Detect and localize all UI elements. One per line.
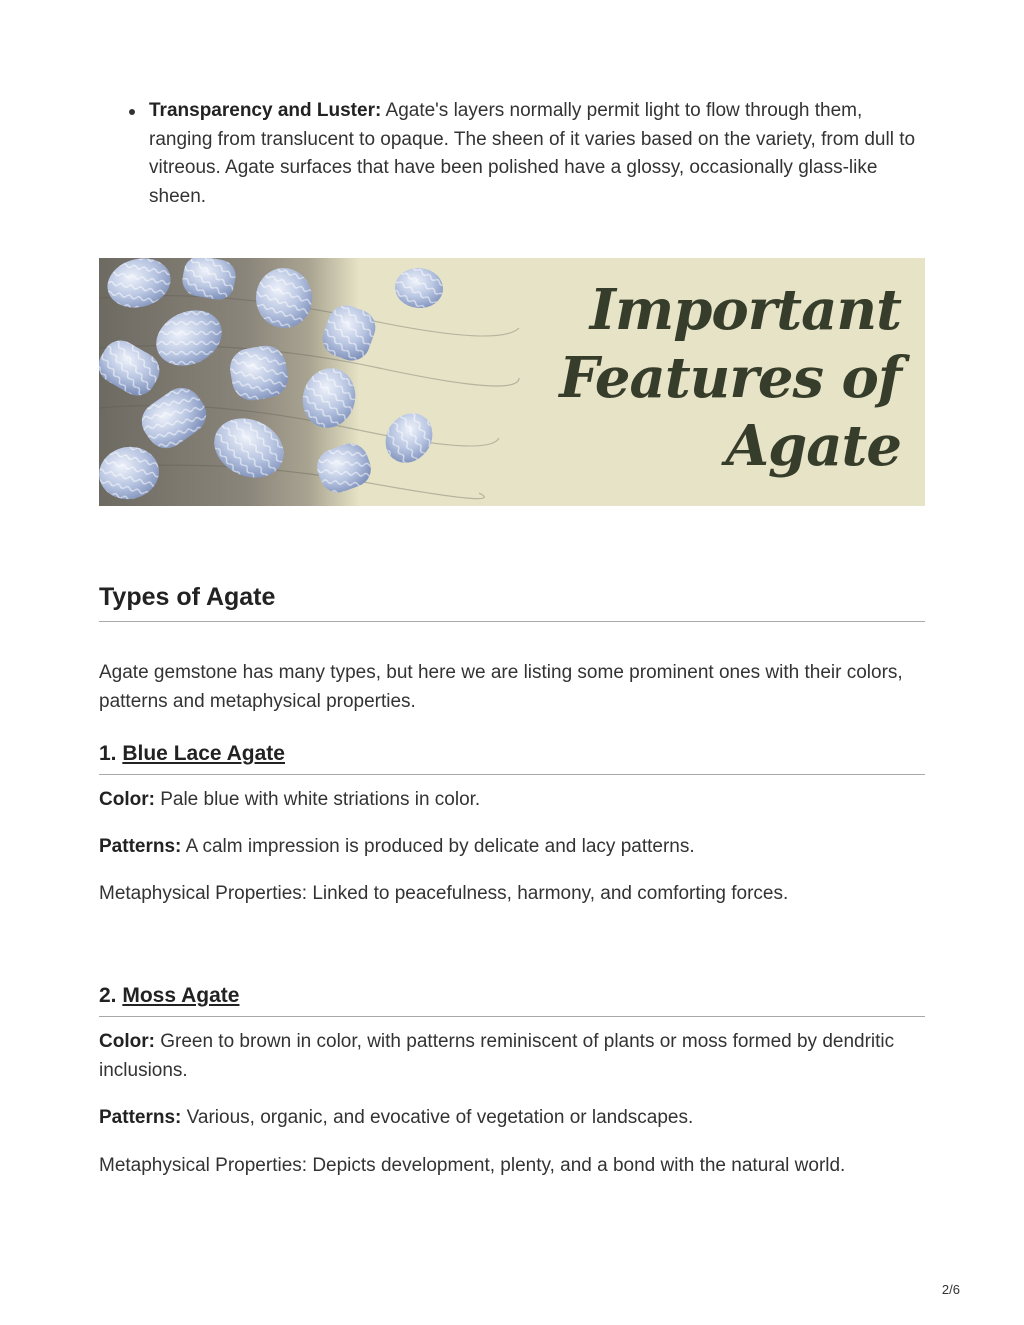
bullet-text: Agate's layers normally permit light to flow through them, ranging from translucent to opaque. The sheen of it varies based on the variety, from dull to vitreous. Agate surfaces that have been polished have a glossy, occasionally glass-like sheen. [149, 100, 916, 207]
type-number: 1. [99, 742, 117, 765]
blue-lace-color [99, 786, 925, 815]
moss-color [99, 1028, 925, 1085]
page-number: 2/6 [941, 1282, 960, 1297]
bullet-dot-icon [129, 109, 135, 115]
agate-features-banner [99, 258, 925, 506]
patterns-text: A calm impression is produced by delicate and lacy patterns. [181, 836, 695, 857]
feature-bullet-list [99, 97, 925, 211]
patterns-text: Various, organic, and evocative of vegetation or landscapes. [181, 1107, 694, 1128]
banner-line-2: Features of [559, 345, 901, 411]
type-number: 2. [99, 984, 117, 1007]
patterns-label: Patterns: [99, 1107, 182, 1128]
banner-heading [559, 276, 901, 480]
color-label: Color: [99, 1031, 155, 1052]
moss-patterns [99, 1104, 925, 1133]
color-text: Pale blue with white striations in color. [154, 789, 481, 810]
moss-agate-link[interactable]: Moss Agate [122, 984, 240, 1007]
color-text: Green to brown in color, with patterns reminiscent of plants or moss formed by dendritic inclusions. [99, 1031, 895, 1081]
color-label: Color: [99, 789, 155, 810]
bullet-item-transparency [99, 97, 925, 211]
section-title: Types of Agate [99, 582, 925, 622]
moss-metaphysical: Metaphysical Properties: Depicts development, plenty, and a bond with the natural world. [99, 1155, 846, 1176]
blue-lace-agate-link[interactable]: Blue Lace Agate [122, 742, 285, 765]
type-heading-blue-lace [99, 740, 925, 775]
banner-line-1: Important [589, 277, 901, 343]
patterns-label: Patterns: [99, 836, 182, 857]
banner-line-3: Agate [725, 413, 901, 479]
blue-lace-metaphysical: Metaphysical Properties: Linked to peacefulness, harmony, and comforting forces. [99, 883, 789, 904]
blue-lace-patterns [99, 833, 925, 862]
section-intro: Agate gemstone has many types, but here we are listing some prominent ones with their colors, patterns and metaphysical properties. [99, 662, 903, 712]
type-heading-moss [99, 982, 925, 1017]
bullet-label: Transparency and Luster: [149, 100, 382, 121]
